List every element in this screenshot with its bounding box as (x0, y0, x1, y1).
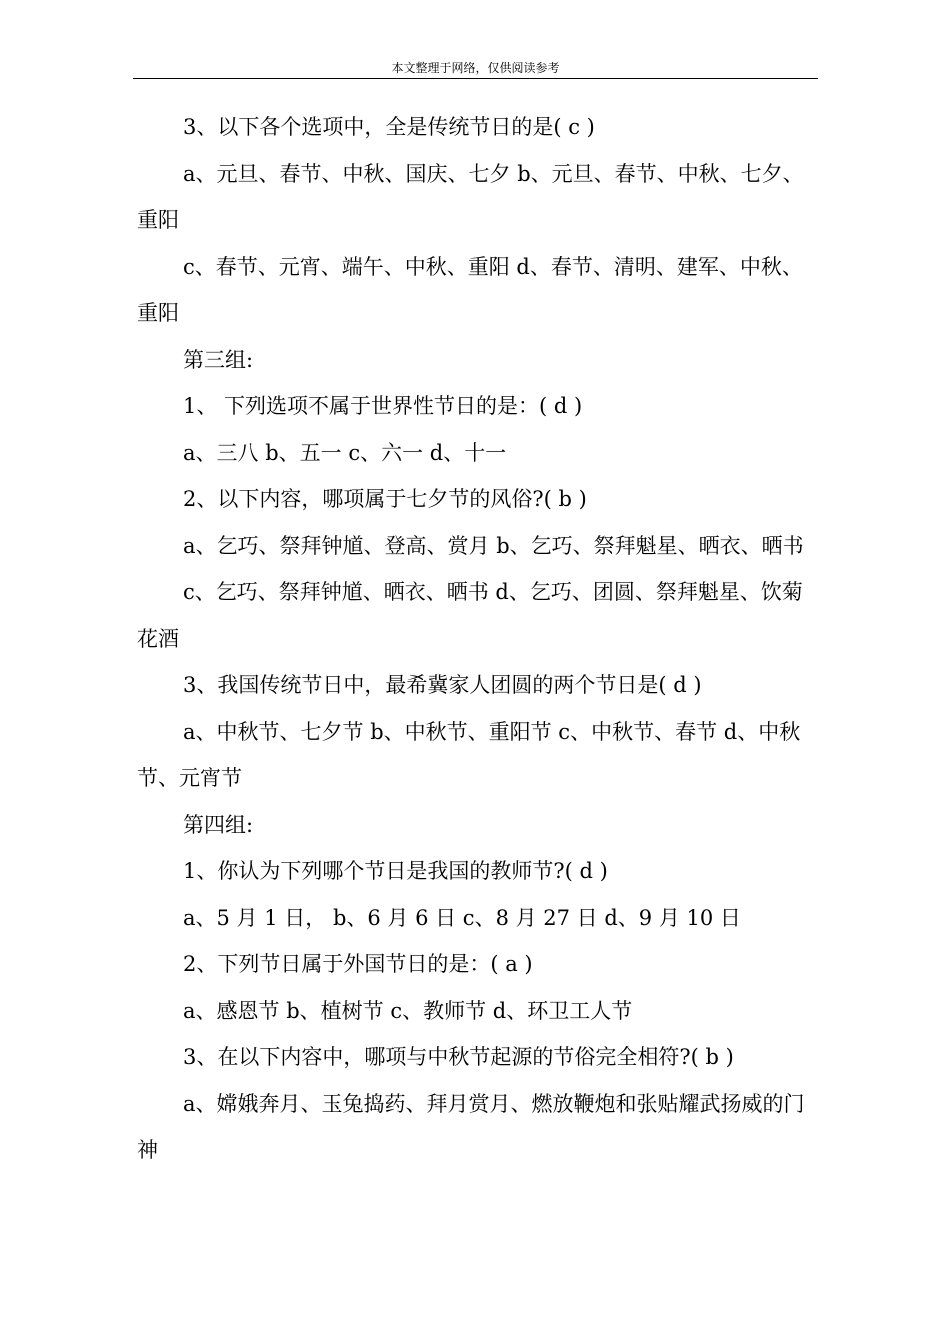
group4-question-2: 2、下列节日属于外国节日的是：( a ) (183, 952, 533, 976)
group3-question-3: 3、我国传统节日中，最希冀家人团圆的两个节日是( d ) (183, 673, 702, 697)
group3-options-2cd: c、乞巧、祭拜钟馗、晒衣、晒书 d、乞巧、团圆、祭拜魁星、饮菊花酒 (137, 580, 803, 651)
group3-options-1: a、三八 b、五一 c、六一 d、十一 (183, 440, 507, 465)
options-ab: a、元旦、春节、中秋、国庆、七夕 b、元旦、春节、中秋、七夕、重阳 (137, 161, 804, 232)
group4-options-2: a、感恩节 b、植树节 c、教师节 d、环卫工人节 (183, 998, 633, 1023)
group3-options-3: a、中秋节、七夕节 b、中秋节、重阳节 c、中秋节、春节 d、中秋节、元宵节 (137, 719, 801, 790)
group-four-heading: 第四组: (183, 812, 254, 837)
group3-options-2ab: a、乞巧、祭拜钟馗、登高、赏月 b、乞巧、祭拜魁星、晒衣、晒书 (183, 533, 804, 558)
page-header (133, 60, 818, 79)
document-body (137, 104, 817, 1174)
group4-options-3a: a、嫦娥奔月、玉兔捣药、拜月赏月、燃放鞭炮和张贴耀武扬威的门神 (137, 1091, 805, 1162)
group3-question-1: 1、 下列选项不属于世界性节日的是：( d ) (183, 394, 583, 418)
group4-question-3: 3、在以下内容中，哪项与中秋节起源的节俗完全相符?( b ) (183, 1045, 734, 1069)
group4-options-1: a、5 月 1 日， b、6 月 6 日 c、8 月 27 日 d、9 月 10 日 (183, 905, 741, 930)
options-cd: c、春节、元宵、端午、中秋、重阳 d、春节、清明、建军、中秋、重阳 (137, 254, 803, 325)
question-3-festivals: 3、以下各个选项中，全是传统节日的是( c ) (183, 115, 595, 139)
group4-question-1: 1、你认为下列哪个节日是我国的教师节?( d ) (183, 859, 608, 883)
header-text: 本文整理于网络，仅供阅读参考 (391, 61, 560, 75)
group-three-heading: 第三组: (183, 347, 254, 372)
group3-question-2: 2、以下内容，哪项属于七夕节的风俗?( b ) (183, 487, 587, 511)
